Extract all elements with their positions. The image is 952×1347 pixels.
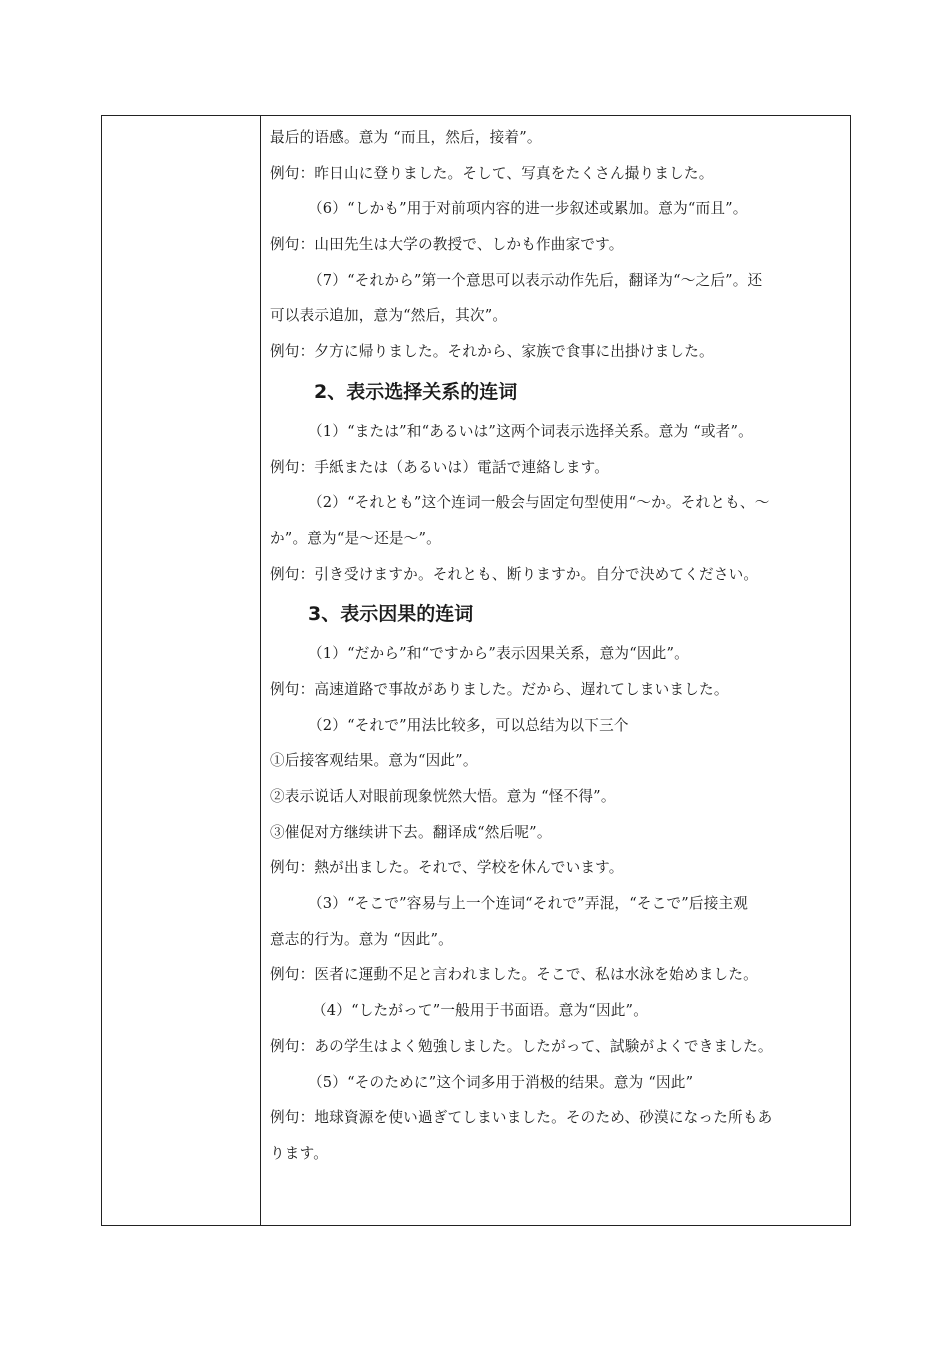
- list-item: ①后接客观结果。意为“因此”。: [270, 752, 478, 770]
- text-line: 可以表示追加，意为“然后，其次”。: [270, 307, 508, 325]
- example-sentence: 例句：手紙または（あるいは）電話で連絡します。: [270, 458, 610, 476]
- table-content-cell: [270, 120, 846, 1172]
- example-sentence: 例句：夕方に帰りました。それから、家族で食事に出掛けました。: [270, 343, 714, 361]
- text-line: （1）“または”和“あるいは”这两个词表示选择关系。意为 “或者”。: [308, 422, 753, 440]
- document-table: [101, 115, 851, 1226]
- example-sentence: 例句：高速道路で事故がありました。だから、遅れてしまいました。: [270, 680, 729, 698]
- text-line: （3）“そこで”容易与上一个连词“それで”弄混，“そこで”后接主观: [308, 895, 749, 913]
- text-line: 意志的行为。意为 “因此”。: [270, 930, 453, 948]
- example-sentence: 例句：あの学生はよく勉強しました。したがって、試験がよくできました。: [270, 1037, 773, 1055]
- list-item: ②表示说话人对眼前现象恍然大悟。意为 “怪不得”。: [270, 788, 616, 805]
- table-left-column: [102, 116, 261, 1225]
- example-sentence: 例句：医者に運動不足と言われました。そこで、私は水泳を始めました。: [270, 966, 758, 984]
- example-sentence: 例句：熱が出ました。それで、学校を休んでいます。: [270, 859, 624, 877]
- text-line: （6）“しかも”用于对前项内容的进一步叙述或累加。意为“而且”。: [308, 200, 748, 218]
- text-line: （2）“それとも”这个连词一般会与固定句型使用“～か。それとも、～: [308, 494, 770, 512]
- text-line: （7）“それから”第一个意思可以表示动作先后，翻译为“～之后”。还: [308, 271, 763, 289]
- text-line: （1）“だから”和“ですから”表示因果关系，意为“因此”。: [308, 645, 689, 663]
- example-sentence: 例句：地球資源を使い過ぎてしまいました。そのため、砂漠になった所もあ: [270, 1109, 773, 1127]
- text-line: （5）“そのために”这个词多用于消极的结果。意为 “因此”: [308, 1073, 694, 1091]
- text-line: （2）“それで”用法比较多，可以总结为以下三个: [308, 716, 629, 734]
- text-line: ります。: [270, 1144, 329, 1162]
- section-heading: 2、表示选择关系的连词: [314, 380, 518, 403]
- example-sentence: 例句：引き受けますか。それとも、断りますか。自分で決めてください。: [270, 565, 759, 583]
- text-line: か”。意为“是～还是～”。: [270, 529, 441, 547]
- example-sentence: 例句：山田先生は大学の教授で、しかも作曲家です。: [270, 236, 624, 254]
- example-sentence: 例句：昨日山に登りました。そして、写真をたくさん撮りました。: [270, 164, 714, 182]
- text-line: 最后的语感。意为 “而且，然后，接着”。: [270, 129, 542, 146]
- section-heading: 3、表示因果的连词: [308, 603, 474, 626]
- text-line: （4）“したがって”一般用于书面语。意为“因此”。: [312, 1002, 649, 1020]
- list-item: ③催促对方继续讲下去。翻译成“然后呢”。: [270, 823, 552, 841]
